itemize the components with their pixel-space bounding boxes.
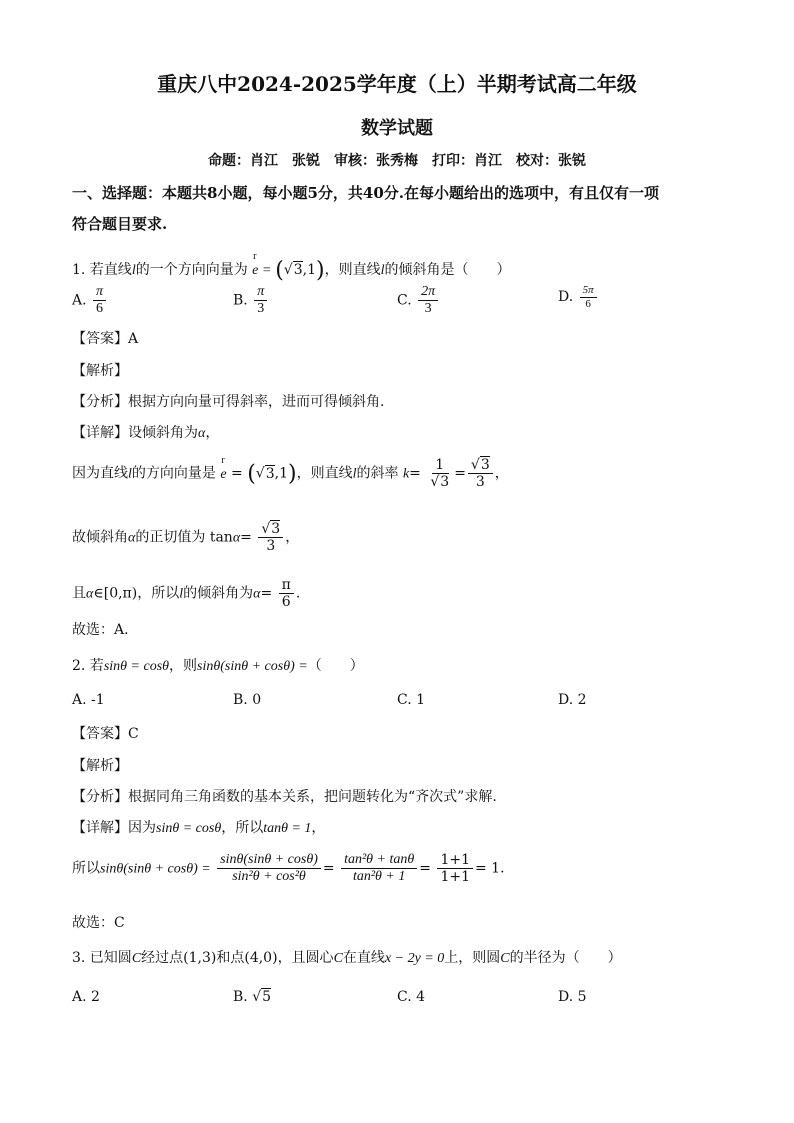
frac-den: 3 <box>440 474 450 491</box>
option-fraction <box>93 284 106 317</box>
q1-stem-text: ，则直线 <box>324 262 381 278</box>
fraction-step-3 <box>437 852 473 885</box>
option-label: B. <box>233 989 248 1005</box>
equals-sign: = <box>419 860 431 877</box>
q1-option-b <box>233 284 269 317</box>
q1-stem: 1. 若直线l的一个方向向量为 r e = (√3,1)，则直线l的倾斜角是（ ） <box>72 251 511 283</box>
equals-sign: = <box>262 263 271 278</box>
detail-text: . <box>295 585 301 602</box>
math-in: ∈ <box>93 585 104 602</box>
frac-num: π <box>254 284 267 301</box>
q3-stem-text: 和点 <box>216 950 245 966</box>
q3-stem-text: 经过点 <box>141 950 184 966</box>
math-expr: sinθ(sinθ + cosθ) = <box>197 659 308 674</box>
vector-arrow: r <box>221 454 225 466</box>
frac-num: 3 <box>271 521 281 537</box>
detail-text: ，所以 <box>221 820 264 836</box>
section-heading-line1: 一、选择题：本题共8小题，每小题5分，共40分.在每小题给出的选项中，有且仅有一项 <box>72 184 659 202</box>
detail-text: ， <box>285 529 300 546</box>
math-l: l <box>380 263 385 278</box>
option-label: D. <box>558 289 574 306</box>
fraction-1-over-sqrt3: $\frac{1}{√3}$ <box>430 457 450 491</box>
sqrt-value: 3 <box>265 465 275 482</box>
q1-choose: 故选：A. <box>72 622 129 638</box>
q3-option-c: C. 4 <box>397 989 426 1005</box>
detail-text: ， <box>205 425 220 441</box>
q2-detail-2 <box>72 852 505 885</box>
detail-text: 【详解】因为 <box>72 820 156 836</box>
math-alpha: α <box>86 586 94 602</box>
q2-option-c: C. 1 <box>397 692 426 708</box>
q3-stem-text: ，且圆心 <box>277 950 334 966</box>
frac-num: sinθ(sinθ + cosθ) <box>217 852 321 869</box>
frac-den: 1+1 <box>440 869 470 886</box>
math-l: l <box>128 466 132 482</box>
frac-den: 6 <box>96 301 104 317</box>
math-alpha: α <box>198 426 206 441</box>
equals-sign: = <box>240 529 252 546</box>
option-fraction <box>254 284 267 317</box>
q2-option-a: A. -1 <box>72 692 105 708</box>
frac-den: 3 <box>424 301 432 317</box>
detail-text: 的正切值为 <box>135 529 206 546</box>
vector-e <box>252 251 259 279</box>
q1-stem-text: 的倾斜角是（ ） <box>384 262 511 278</box>
equals-sign: = <box>322 860 335 877</box>
vector-letter: e <box>252 263 259 278</box>
math-alpha: α <box>128 530 136 546</box>
q1-option-a <box>72 284 108 317</box>
math-alpha: α <box>253 586 261 602</box>
paren-close: ) <box>288 461 297 487</box>
q2-analysis-heading: 【解析】 <box>72 758 128 774</box>
fraction-step-2 <box>341 852 417 885</box>
q2-answer: 【答案】C <box>72 726 139 742</box>
vector-component: ,1 <box>274 465 288 482</box>
math-l: l <box>352 466 357 482</box>
exam-subtitle: 数学试题 <box>361 118 433 139</box>
paren-open: ( <box>247 461 256 487</box>
q2-choose: 故选：C <box>72 915 125 931</box>
q1-option-d <box>558 284 599 310</box>
math-expr: sinθ = cosθ <box>103 659 170 674</box>
q2-stem-text: 2. 若 <box>72 658 104 674</box>
frac-den: 3 <box>257 301 265 317</box>
q3-stem-text: 在直线 <box>342 950 385 966</box>
q1-analysis-heading: 【解析】 <box>72 363 128 379</box>
frac-den: 6 <box>585 297 591 310</box>
detail-text: ， <box>494 465 509 482</box>
q3-stem <box>72 947 622 967</box>
fraction-pi-over-6 <box>279 577 294 610</box>
frac-num: 1 <box>432 457 447 474</box>
detail-text: 所以 <box>72 860 100 877</box>
detail-text: 的倾斜角为 <box>183 585 254 602</box>
fraction-sqrt3-over-3: $\frac{√3}{3}$ <box>258 521 283 554</box>
frac-num: 1+1 <box>437 852 473 869</box>
q2-option-d: D. 2 <box>558 692 587 708</box>
vector-arrow: r <box>253 251 257 262</box>
frac-num: 2π <box>418 284 438 301</box>
detail-text: 故倾斜角 <box>72 529 128 546</box>
math-expr: sinθ = cosθ <box>156 821 222 836</box>
q1-answer: 【答案】A <box>72 331 139 347</box>
q1-stem-text: 1. 若直线 <box>72 262 132 278</box>
math-alpha: α <box>232 530 241 546</box>
q2-stem-text: ，则 <box>169 658 198 674</box>
fraction-step-1 <box>217 852 321 885</box>
option-fraction <box>580 284 597 310</box>
q1-detail-3 <box>72 521 299 554</box>
math-C: C <box>333 951 343 966</box>
detail-text: ， <box>311 820 326 836</box>
math-expr: tanθ = 1 <box>263 821 312 836</box>
q3-stem-text: 3. 已知圆 <box>72 950 132 966</box>
q3-stem-text: 的半径为（ ） <box>509 950 622 966</box>
math-tan: tan <box>209 529 233 546</box>
detail-text: 的方向向量是 <box>131 465 216 482</box>
q1-detail-2: 因为直线l的方向向量是 r e = (√3,1)，则直线l的斜率 k= $\frac{1}{√3}$ = $\frac{√3}{3}$ ， <box>72 454 509 491</box>
q3-option-d: D. 5 <box>558 989 587 1005</box>
frac-num: tan²θ + tanθ <box>341 852 417 869</box>
q1-detail-1 <box>72 422 219 442</box>
line-equation: x − 2y = 0 <box>384 951 445 966</box>
q2-stem-text: （ ） <box>307 658 364 674</box>
equals-sign: = <box>409 465 421 482</box>
frac-num: π <box>93 284 106 301</box>
q1-detail-4 <box>72 577 300 610</box>
frac-num: 3 <box>480 457 490 473</box>
fraction-sqrt3-over-3: $\frac{√3}{3}$ <box>468 457 493 490</box>
paren-open: ( <box>275 258 284 283</box>
q2-detail-1 <box>72 817 325 837</box>
detail-text: 因为直线 <box>72 465 128 482</box>
detail-text: 【详解】设倾斜角为 <box>72 425 198 441</box>
exam-credits: 命题：肖江 张锐 审核：张秀梅 打印：肖江 校对：张锐 <box>208 153 586 169</box>
q1-analysis: 【分析】根据方向向量可得斜率，进而可得倾斜角. <box>72 394 385 410</box>
point-1: (1,3) <box>183 950 217 966</box>
equals-sign: = <box>231 465 243 482</box>
math-l: l <box>179 586 184 602</box>
vector-e <box>220 454 227 483</box>
q3-option-b: B. √5 <box>233 989 272 1005</box>
frac-den: 3 <box>266 538 276 555</box>
option-label: B. <box>233 292 248 309</box>
detail-text: 的斜率 <box>356 465 399 482</box>
frac-den: tan²θ + 1 <box>352 869 406 885</box>
detail-text: 且 <box>72 585 86 602</box>
point-2: (4,0) <box>244 950 278 966</box>
equals-sign: = <box>454 465 466 482</box>
math-k: k <box>402 466 410 482</box>
result: = 1. <box>475 860 505 877</box>
frac-num: 5π <box>580 284 597 298</box>
math-C: C <box>500 951 510 966</box>
frac-den: 3 <box>475 474 485 491</box>
math-C: C <box>131 951 142 966</box>
q3-option-a: A. 2 <box>72 989 100 1005</box>
equals-sign: = <box>260 585 273 602</box>
frac-den: sin²θ + cos²θ <box>232 869 306 885</box>
section-heading-line2: 符合题目要求. <box>72 215 168 233</box>
math-expr: sinθ(sinθ + cosθ) = <box>100 861 211 877</box>
detail-text: ，所以 <box>137 585 180 602</box>
sqrt-value: 5 <box>262 989 272 1005</box>
option-label: A. <box>72 292 87 309</box>
paren-close: ) <box>315 258 325 283</box>
math-interval: [0,π) <box>103 585 138 602</box>
q2-stem <box>72 655 364 675</box>
option-fraction <box>418 284 438 317</box>
frac-num: π <box>279 577 294 594</box>
sqrt-value: 3 <box>293 262 303 278</box>
q1-option-c <box>397 284 440 317</box>
q2-analysis: 【分析】根据同角三角函数的基本关系，把问题转化为“齐次式”求解. <box>72 789 497 805</box>
detail-text: ，则直线 <box>296 465 353 482</box>
q1-stem-text: 的一个方向向量为 <box>135 262 248 278</box>
q2-option-b: B. 0 <box>233 692 262 708</box>
q3-stem-text: 上，则圆 <box>444 950 501 966</box>
frac-den: 6 <box>281 594 291 611</box>
exam-title: 重庆八中2024-2025学年度（上）半期考试高二年级 <box>157 72 637 96</box>
option-label: C. <box>397 292 412 309</box>
math-l: l <box>131 263 136 278</box>
vector-letter: e <box>220 466 227 482</box>
vector-component: ,1 <box>302 262 316 278</box>
